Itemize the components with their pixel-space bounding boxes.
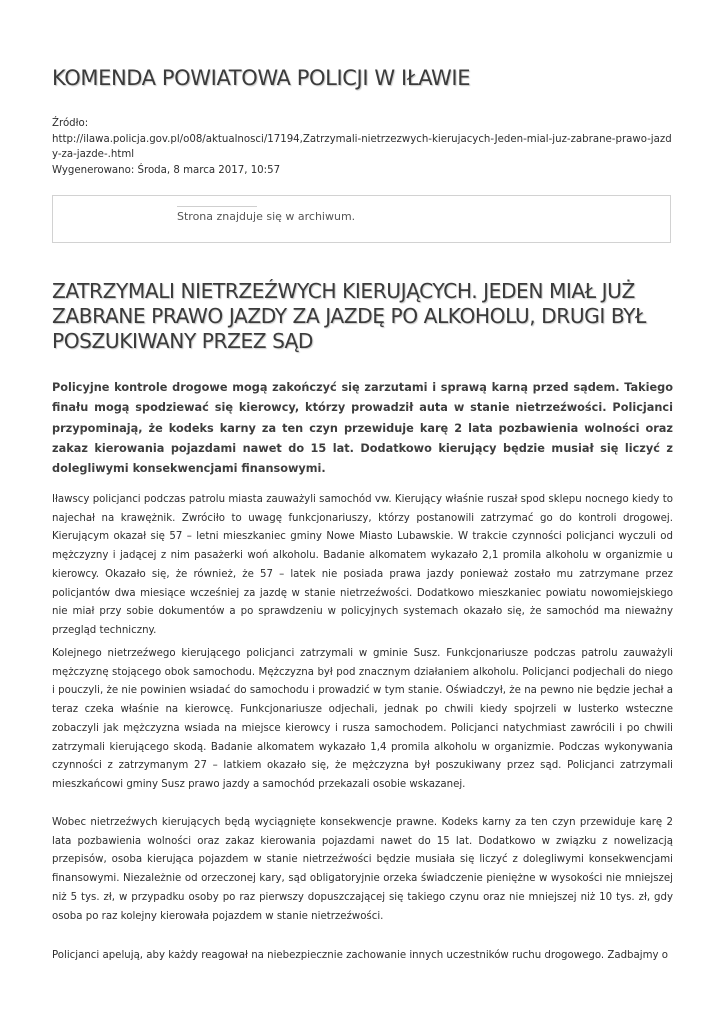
source-url: http://ilawa.policja.gov.pl/o08/aktualnosci/17194,Zatrzymali-nietrzezwych-kierujacych-Jeden-mial-juz-zabrane-prawo-jazdy-za-jazde-.html (52, 133, 672, 160)
site-title: KOMENDA POWIATOWA POLICJI W IŁAWIE (52, 66, 471, 90)
archive-divider (177, 206, 257, 207)
source-block (52, 116, 673, 178)
article-paragraph-3: Wobec nietrzeźwych kierujących będą wyciągnięte konsekwencje prawne. Kodeks karny za ten czyn przewiduje karę 2 lata pozbawienia wolności oraz zakaz kierowania pojazdami nawet do 15 lat. Dodatkowo w związku z nowelizacją przepisów, osoba kierująca pojazdem w stanie nietrzeźwości będzie musiała się liczyć z dolegliwymi konsekwencjami finansowymi. Niezależnie od orzeczonej kary, sąd obligatoryjnie orzeka świadczenie pieniężne w wysokości nie mniejszej niż 5 tys. zł, w przypadku osoby po raz pierwszy dopuszczającej się takiego czynu oraz nie mniejszej niż 10 tys. zł, gdy osoba po raz kolejny kierowała pojazdem w stanie nietrzeźwości. (52, 817, 673, 922)
archive-message: Strona znajduje się w archiwum. (177, 210, 356, 223)
article-paragraph-4: Policjanci apelują, aby każdy reagował na niebezpiecznie zachowanie innych uczestników ruchu drogowego. Zadbajmy o (52, 950, 669, 961)
article-paragraph-2: Kolejnego nietrzeźwego kierującego policjanci zatrzymali w gminie Susz. Funkcjonariusze podczas patrolu zauważyli mężczyznę stojącego obok samochodu. Mężczyzna był pod znacznym działaniem alkoholu. Policjanci podjechali do niego i pouczyli, że nie powinien wsiadać do samochodu i prowadzić w tym stanie. Oświadczył, że na pewno nie będzie jechał a teraz czeka właśnie na kierowcę. Funkcjonariusze odjechali, jednak po chwili kiedy spojrzeli w lusterko wsteczne zobaczyli jak mężczyzna wsiada na miejsce kierowcy i rusza samochodem. Policjanci natychmiast zawrócili i po chwili zatrzymali kierującego skodą. Badanie alkomatem wykazało 1,4 promila alkoholu w organizmie. Podczas wykonywania czynności z zatrzymanym 27 – latkiem okazało się, że mężczyzna był poszukiwany przez sąd. Policjanci zatrzymali mieszkańcowi gminy Susz prawo jazdy a samochód przekazali osobie wskazanej. (52, 648, 673, 790)
article-lead: Policyjne kontrole drogowe mogą zakończyć się zarzutami i sprawą karną przed sądem. Takiego finału mogą spodziewać się kierowcy, którzy prowadził auta w stanie nietrzeźwości. Policjanci przypominają, że kodeks karny za ten czyn przewiduje karę 2 lata pozbawienia wolności oraz zakaz kierowania pojazdami nawet do 15 lat. Dodatkowo kierujący będzie musiał się liczyć z dolegliwymi konsekwencjami finansowymi. (52, 381, 673, 476)
archive-notice (52, 195, 671, 243)
source-label: Źródło: (52, 118, 89, 129)
generated-date: Wygenerowano: Środa, 8 marca 2017, 10:57 (52, 164, 281, 176)
article-headline: ZATRZYMALI NIETRZEŹWYCH KIERUJĄCYCH. JEDEN MIAŁ JUŻ ZABRANE PRAWO JAZDY ZA JAZDĘ PO ALKOHOLU, DRUGI BYŁ POSZUKIWANY PRZEZ SĄD (52, 279, 646, 353)
article-paragraph-1: Iławscy policjanci podczas patrolu miasta zauważyli samochód vw. Kierujący właśnie ruszał spod sklepu nocnego kiedy to najechał na krawężnik. Zwróciło to uwagę funkcjonariuszy, którzy postanowili zatrzymać go do kontroli drogowej. Kierującym okazał się 57 – letni mieszkaniec gminy Nowe Miasto Lubawskie. W trakcie czynności policjanci wyczuli od mężczyzny i jadącej z nim pasażerki woń alkoholu. Badanie alkomatem wykazało 2,1 promila alkoholu w organizmie u kierowcy. Okazało się, że również, że 57 – latek nie posiada prawa jazdy ponieważ zostało mu zatrzymane przez policjantów dwa miesiące wcześniej za jazdę w stanie nietrzeźwości. Dodatkowo mieszkaniec powiatu nowomiejskiego nie miał przy sobie dokumentów a po sprawdzeniu w policyjnych systemach okazało się, że samochód ma nieważny przegląd techniczny. (52, 494, 673, 636)
